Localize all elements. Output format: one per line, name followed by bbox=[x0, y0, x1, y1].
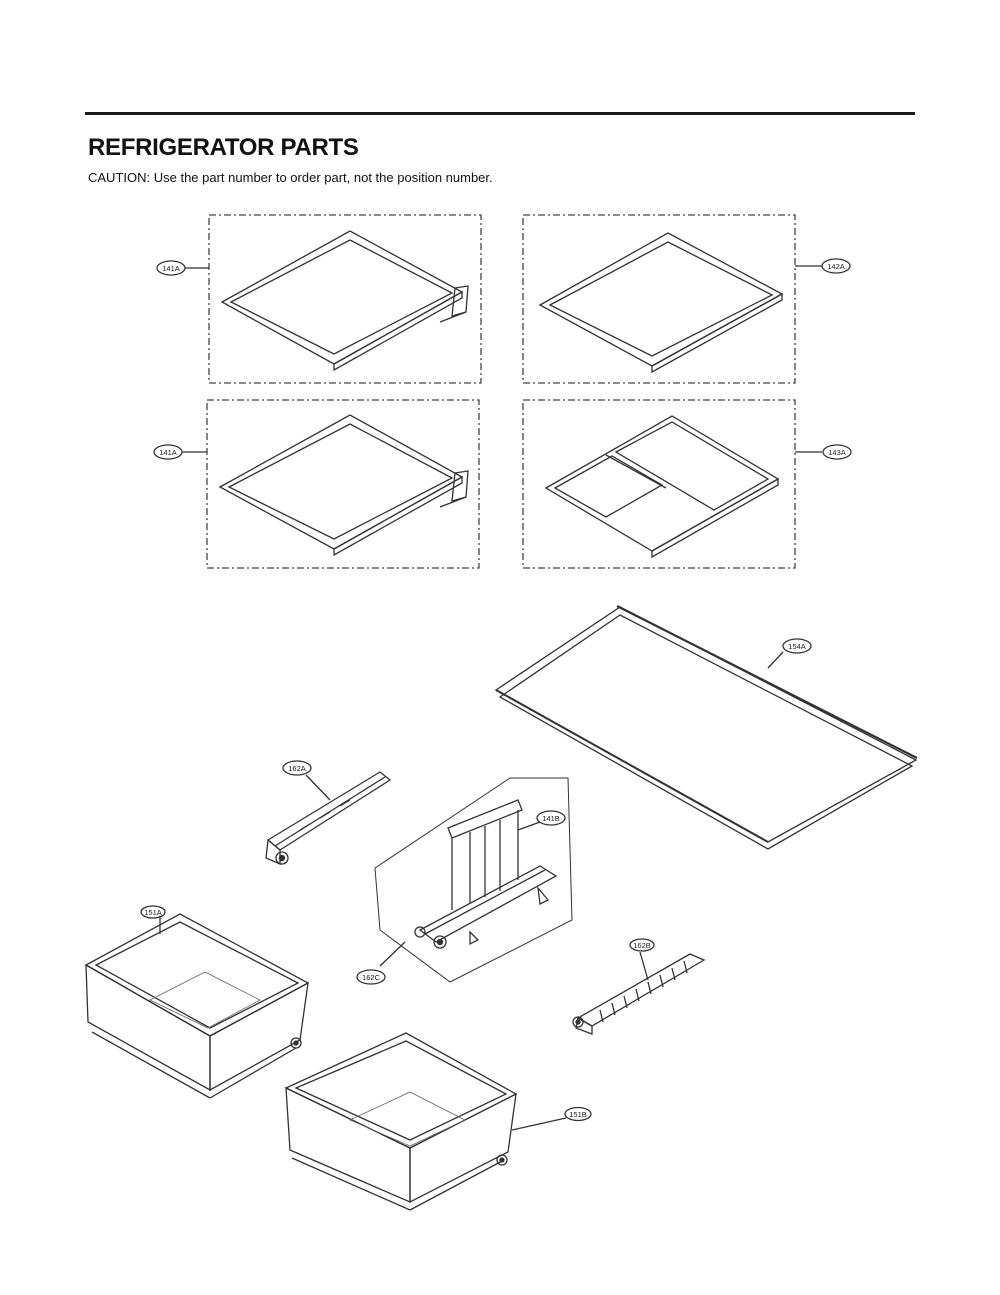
callout-142a bbox=[795, 259, 850, 273]
callout-143a bbox=[795, 445, 851, 459]
rail-left bbox=[266, 772, 390, 864]
label-162c: 162C bbox=[362, 973, 380, 982]
label-143a: 143A bbox=[828, 448, 846, 457]
label-151a: 151A bbox=[144, 908, 162, 917]
label-141b: 141B bbox=[542, 814, 560, 823]
label-142a: 142A bbox=[827, 262, 845, 271]
label-154a: 154A bbox=[788, 642, 806, 651]
callout-141a-mid bbox=[154, 445, 207, 459]
divider-detail bbox=[375, 778, 572, 982]
rail-right bbox=[573, 954, 704, 1034]
callout-141a-top bbox=[157, 261, 209, 275]
callout-154a bbox=[768, 639, 811, 668]
callout-162a bbox=[283, 761, 330, 800]
shelf-assembly-top-right bbox=[523, 215, 795, 383]
shelf-assembly-top-left bbox=[209, 215, 481, 383]
drawer-left bbox=[86, 914, 308, 1098]
label-141a-mid: 141A bbox=[159, 448, 177, 457]
callout-151a bbox=[141, 906, 165, 934]
label-141a-top: 141A bbox=[162, 264, 180, 273]
shelf-assembly-mid-left bbox=[207, 400, 479, 568]
callout-162b bbox=[630, 939, 654, 980]
label-162a: 162A bbox=[288, 764, 306, 773]
label-162b: 162B bbox=[633, 941, 651, 950]
label-151b: 151B bbox=[569, 1110, 587, 1119]
caution-note: CAUTION: Use the part number to order part, not the position number. bbox=[88, 170, 493, 185]
shelf-assembly-mid-right bbox=[523, 400, 795, 568]
callout-162c bbox=[357, 942, 405, 984]
page-title: REFRIGERATOR PARTS bbox=[88, 134, 359, 161]
callout-141b bbox=[518, 811, 565, 830]
drawer-right bbox=[286, 1033, 516, 1210]
callout-151b bbox=[512, 1108, 591, 1131]
